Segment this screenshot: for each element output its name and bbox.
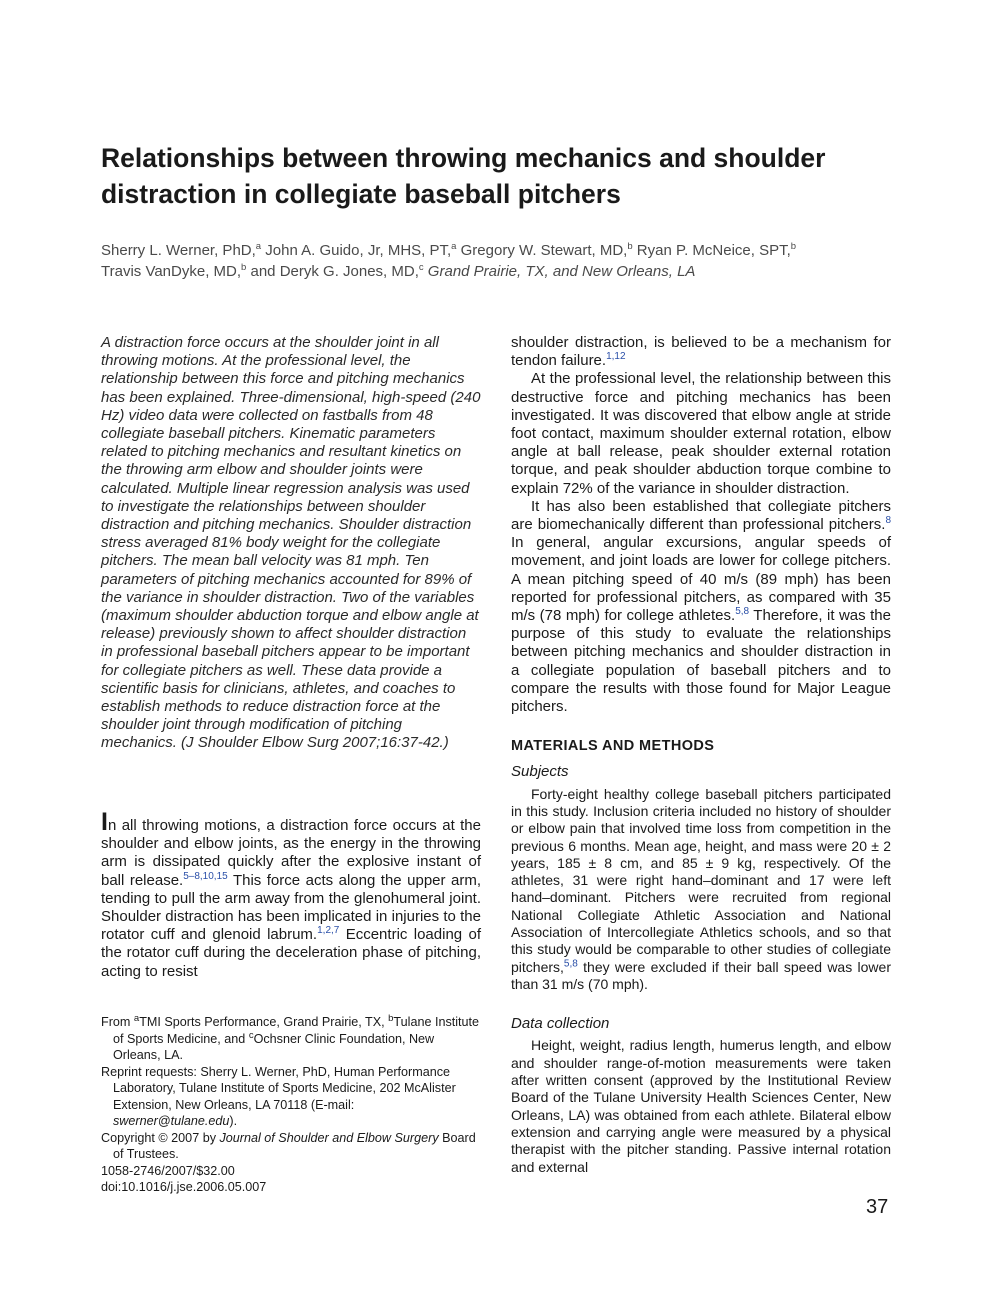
paragraph: At the professional level, the relationship between this destructive force and pitching mechanics has been investigated. It was discovered that elbow angle at stride foot contact, maximum shoulder external rotation, elbow angle at ball release, peak shoulder external rotation torque, and peak shoulder abduction torque combine to explain 72% of the variance in shoulder distraction. bbox=[511, 370, 891, 497]
section-heading: MATERIALS AND METHODS bbox=[511, 738, 715, 755]
citation-link[interactable]: 5,8 bbox=[735, 606, 750, 618]
affiliation-mark: b bbox=[627, 241, 633, 252]
intro-text: Eccentric loading of the rotator cuff during the deceleration phase of pitching, acting to resist bbox=[101, 926, 481, 980]
author-location: Grand Prairie, TX, and New Orleans, LA bbox=[423, 263, 696, 280]
fn-text: Copyright © 2007 by bbox=[101, 1130, 220, 1145]
para-text: they were excluded if their ball speed was lower than 31 m/s (70 mph). bbox=[511, 958, 891, 992]
citation-link[interactable]: 5,8 bbox=[563, 957, 578, 969]
doi-link[interactable]: doi:10.1016/j.jse.2006.05.007 bbox=[101, 1180, 267, 1194]
paragraph: Height, weight, radius length, humerus length, and elbow and shoulder range-of-motion measurements were taken after written consent (approved by the Institutional Review Board of the Tulane University Health Sciences Center, New Orleans, LA) was obtained from each athlete. Bilateral elbow extension and carrying angle were measured by a physical therapist with the pitcher standing. Passive internal rotation and external bbox=[511, 1037, 891, 1175]
author-4: Ryan P. McNeice, SPT, bbox=[632, 242, 791, 259]
fn-text: From bbox=[101, 1015, 134, 1029]
affiliation-mark: a bbox=[255, 241, 262, 252]
affiliation-mark: a bbox=[133, 1012, 140, 1024]
fn-text: Reprint requests: Sherry L. Werner, PhD, Human Performance Laboratory, Tulane Institute of Sports Medicine, 202 McAlister Extension, New Orleans, LA 70118 (E-mail: bbox=[101, 1064, 456, 1112]
paragraph bbox=[511, 334, 891, 370]
fn-text: Tulane Institute of Sports Medicine, and bbox=[113, 1015, 480, 1046]
paragraph bbox=[511, 498, 891, 716]
affiliation-mark: b bbox=[388, 1012, 394, 1024]
author-5: Travis VanDyke, MD, bbox=[101, 263, 242, 280]
fn-text: Ochsner Clinic Foundation, New Orleans, LA. bbox=[113, 1031, 435, 1062]
affiliations-footnote bbox=[101, 1014, 481, 1064]
subsection-heading: Subjects bbox=[511, 763, 569, 781]
para-text: In general, angular excursions, angular speeds of movement, and joint loads are lower for college pitchers. A mean pitching speed of 40 m/s (89 mph) has been reported for professional pitchers, as compared with 35 m/s (78 mph) for college athletes. bbox=[511, 534, 891, 625]
affiliation-mark: a bbox=[451, 241, 457, 252]
affiliation-mark: b bbox=[241, 262, 247, 273]
journal-name: Journal of Shoulder and Elbow Surgery bbox=[219, 1130, 439, 1145]
reprint-footnote bbox=[101, 1064, 481, 1130]
para-text: shoulder distraction, is believed to be a mechanism for tendon failure. bbox=[511, 334, 891, 370]
citation-link[interactable]: 1,12 bbox=[606, 351, 626, 363]
citation-link[interactable]: 1,2,7 bbox=[317, 925, 340, 937]
citation-link[interactable]: 8 bbox=[885, 515, 891, 527]
para-text: Therefore, it was the purpose of this study to evaluate the relationships between pitching mechanics and shoulder distraction in a collegiate population of baseball pitchers and to compare the results with those found for Major League pitchers. bbox=[511, 607, 891, 716]
para-text: Forty-eight healthy college baseball pitchers participated in this study. Inclusion criteria included no history of shoulder or elbow pain that involved time loss from competition in the previous 6 months. Mean age, height, and mass were 20 ± 2 years, 185 ± 8 cm, and 85 ± 9 kg, respectively. Of the athletes, 31 were right hand–dominant and 17 were left hand–dominant. Pitchers were recruited from regional National Collegiate Athletic Association and National Association of Intercollegiate Athletics schools, and so that this study would be comparable to other studies of collegiate pitchers, bbox=[511, 785, 891, 975]
author-2: John A. Guido, Jr, MHS, PT, bbox=[261, 242, 452, 259]
issn-line: 1058-2746/2007/$32.00 bbox=[101, 1163, 235, 1178]
para-text: It has also been established that collegiate pitchers are biomechanically different than professional pitchers. bbox=[511, 497, 891, 534]
page-number: 37 bbox=[866, 1196, 889, 1218]
intro-paragraph bbox=[101, 808, 482, 981]
copyright-footnote bbox=[101, 1130, 481, 1163]
fn-text: TMI Sports Performance, Grand Prairie, TX, bbox=[139, 1015, 389, 1029]
drop-cap: I bbox=[101, 808, 108, 836]
paragraph bbox=[511, 786, 891, 994]
fn-text: ). bbox=[229, 1114, 238, 1128]
affiliation-mark: c bbox=[248, 1029, 254, 1041]
intro-text: This force acts along the upper arm, tending to pull the arm away from the glenohumeral joint. Shoulder distraction has been implicated in injuries to the rotator cuff and glenoid labrum. bbox=[101, 871, 482, 944]
article-title: Relationships between throwing mechanics and shoulder distraction in collegiate baseball pitchers bbox=[101, 143, 826, 209]
footnotes bbox=[101, 1014, 481, 1196]
author-list bbox=[101, 240, 901, 282]
right-column bbox=[511, 334, 891, 1176]
author-1: Sherry L. Werner, PhD, bbox=[101, 242, 256, 259]
affiliation-mark: c bbox=[418, 262, 424, 273]
intro-text: n all throwing motions, a distraction force occurs at the shoulder and elbow joints, as the energy in the throwing arm is dissipated quickly after the explosive instant of ball release. bbox=[101, 817, 481, 889]
author-6: and Deryk G. Jones, MD, bbox=[246, 263, 419, 280]
subsection-heading: Data collection bbox=[511, 1015, 610, 1033]
abstract: A distraction force occurs at the shoulder joint in all throwing motions. At the professional level, the relationship between this force and pitching mechanics has been explained. Three-dimensional, high-speed (240 Hz) video data were collected on fastballs from 48 collegiate baseball pitchers. Kinematic parameters related to pitching mechanics and resultant kinetics on the throwing arm elbow and shoulder joints were calculated. Multiple linear regression analysis was used to investigate the relationships between shoulder distraction and pitching mechanics. Shoulder distraction stress averaged 81% body weight for the collegiate pitchers. The mean ball velocity was 81 mph. Ten parameters of pitching mechanics accounted for 89% of the variance in shoulder distraction. Two of the variables (maximum shoulder abduction torque and elbow angle at release) previously shown to affect shoulder distraction in professional baseball pitchers appear to be important for collegiate pitchers as well. These data provide a scientific basis for clinicians, athletes, and coaches to establish methods to reduce distraction force at the shoulder joint through modification of pitching mechanics. (J Shoulder Elbow Surg 2007;16:37-42.) bbox=[101, 334, 481, 752]
email-link[interactable]: swerner@tulane.edu bbox=[113, 1114, 230, 1128]
fn-text: Board of Trustees. bbox=[113, 1130, 476, 1161]
author-3: Gregory W. Stewart, MD, bbox=[456, 242, 628, 259]
affiliation-mark: b bbox=[790, 241, 797, 252]
citation-link[interactable]: 5–8,10,15 bbox=[183, 870, 228, 882]
